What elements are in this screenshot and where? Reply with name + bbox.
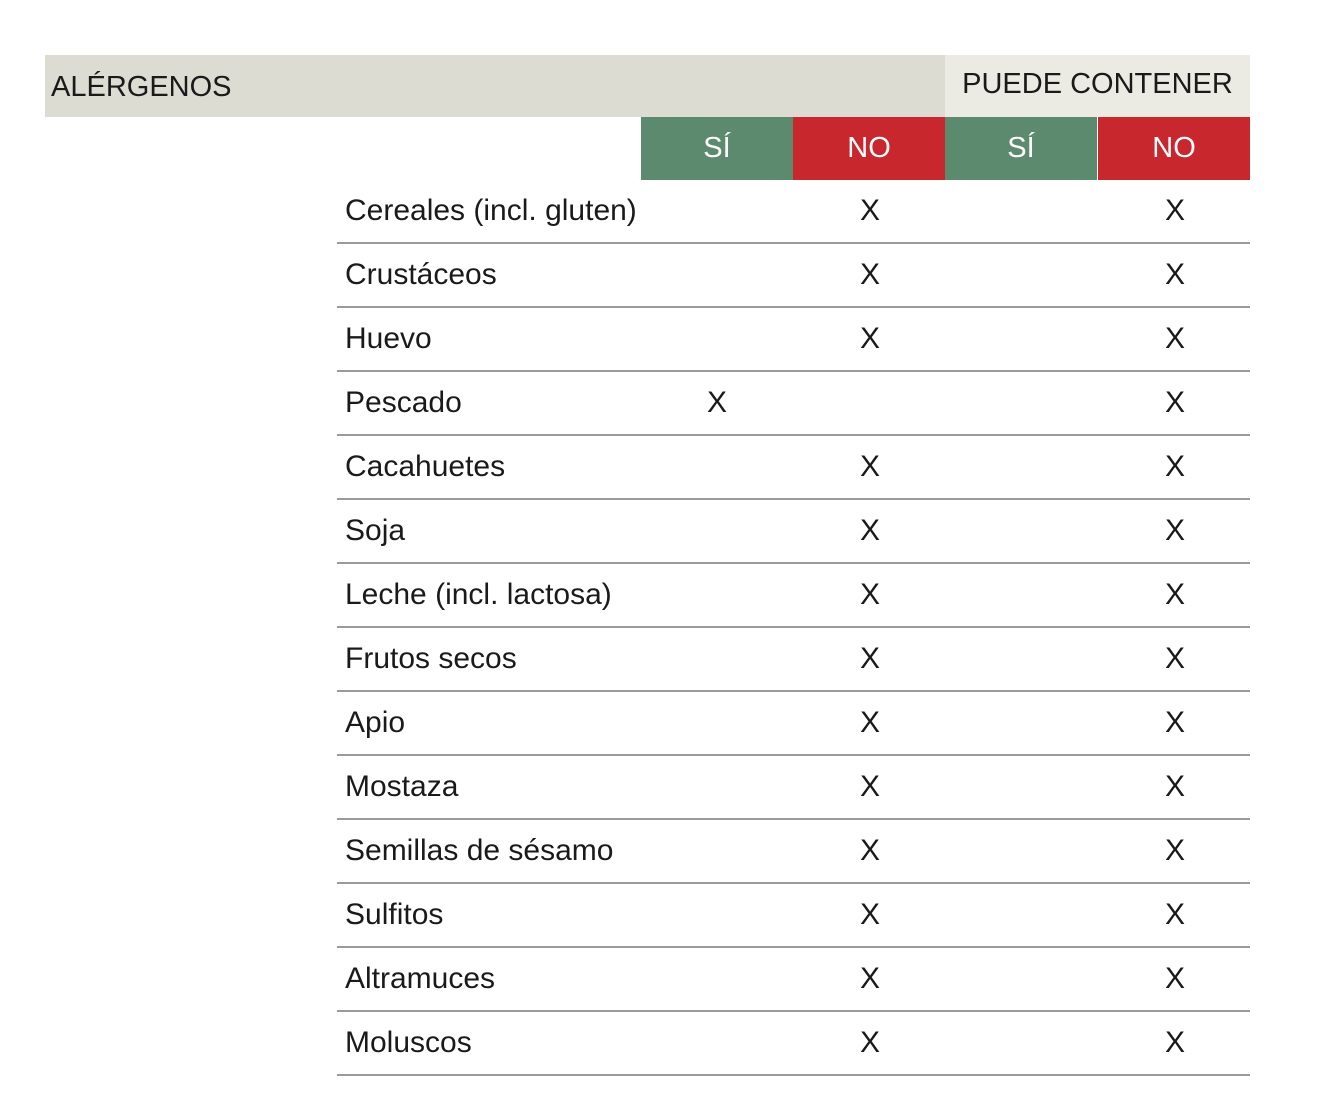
allergen-name: Moluscos bbox=[345, 1026, 472, 1059]
allergen-name: Huevo bbox=[345, 322, 432, 355]
may-contain-no-mark: X bbox=[1164, 770, 1185, 803]
contains-yes-mark bbox=[641, 436, 793, 498]
contains-no-mark: X bbox=[859, 322, 880, 355]
allergen-name: Pescado bbox=[345, 386, 462, 419]
may-contain-no-mark: X bbox=[1164, 578, 1185, 611]
may-contain-yes-mark bbox=[946, 180, 1098, 242]
contains-no-mark: X bbox=[859, 514, 880, 547]
table-row bbox=[337, 1012, 1250, 1076]
may-contain-yes-mark bbox=[946, 628, 1098, 690]
contains-no-mark: X bbox=[859, 642, 880, 675]
may-contain-no-mark: X bbox=[1164, 514, 1185, 547]
may-contain-yes-mark bbox=[946, 756, 1098, 818]
contains-yes-mark bbox=[641, 948, 793, 1010]
table-row bbox=[337, 756, 1250, 820]
allergen-name: Apio bbox=[345, 706, 406, 739]
allergen-name: Sulfitos bbox=[345, 898, 444, 931]
may-contain-no-mark: X bbox=[1164, 706, 1185, 739]
allergen-name: Mostaza bbox=[345, 770, 459, 803]
contains-yes-mark bbox=[641, 756, 793, 818]
may-contain-yes-mark bbox=[946, 948, 1098, 1010]
allergen-name: Cereales (incl. gluten) bbox=[345, 194, 637, 227]
may-contain-no-mark: X bbox=[1164, 450, 1185, 483]
contains-yes-mark bbox=[641, 1012, 793, 1074]
table-row bbox=[337, 628, 1250, 692]
contains-no-mark: X bbox=[859, 578, 880, 611]
may-contain-no-mark: X bbox=[1164, 962, 1185, 995]
contains-yes-mark bbox=[641, 884, 793, 946]
allergen-name: Semillas de sésamo bbox=[345, 834, 614, 867]
may-contain-yes-mark bbox=[946, 692, 1098, 754]
may-contain-yes-mark bbox=[946, 244, 1098, 306]
table-row bbox=[337, 244, 1250, 308]
allergens-title: ALÉRGENOS bbox=[51, 70, 232, 103]
contains-no-mark: X bbox=[859, 706, 880, 739]
table-row bbox=[337, 372, 1250, 436]
contains-no-mark: X bbox=[859, 450, 880, 483]
may-contain-yes-mark bbox=[946, 500, 1098, 562]
contains-yes-mark bbox=[641, 564, 793, 626]
table-row bbox=[337, 500, 1250, 564]
table-row bbox=[337, 948, 1250, 1012]
contains-no-mark: X bbox=[859, 962, 880, 995]
may-contain-no-mark: X bbox=[1164, 386, 1185, 419]
table-row bbox=[337, 308, 1250, 372]
contains-no-mark: X bbox=[859, 834, 880, 867]
allergens-header bbox=[45, 55, 945, 117]
may-contain-no-mark: X bbox=[1164, 898, 1185, 931]
allergen-name: Cacahuetes bbox=[345, 450, 506, 483]
may-contain-no-mark: X bbox=[1164, 642, 1185, 675]
may-contain-no-mark: X bbox=[1164, 834, 1185, 867]
contains-yes-mark bbox=[641, 628, 793, 690]
contains-no-mark: X bbox=[859, 770, 880, 803]
table-row bbox=[337, 820, 1250, 884]
may-contain-header bbox=[945, 55, 1250, 117]
may-contain-yes-mark bbox=[946, 820, 1098, 882]
allergen-name: Soja bbox=[345, 514, 406, 547]
contains-yes-mark: X bbox=[706, 386, 727, 419]
contains-no-mark: X bbox=[859, 194, 880, 227]
table-row bbox=[337, 692, 1250, 756]
contains-no-mark: X bbox=[859, 258, 880, 291]
allergen-table bbox=[337, 180, 1250, 1076]
may-contain-yes-mark bbox=[946, 372, 1098, 434]
may-contain-title: PUEDE CONTENER bbox=[962, 67, 1233, 100]
may-contain-no-mark: X bbox=[1164, 258, 1185, 291]
allergen-name: Frutos secos bbox=[345, 642, 517, 675]
contains-yes-mark bbox=[641, 500, 793, 562]
may-contain-yes-header: SÍ bbox=[945, 117, 1097, 180]
contains-no-mark bbox=[794, 372, 946, 434]
contains-no-mark: X bbox=[859, 1026, 880, 1059]
contains-yes-mark bbox=[641, 692, 793, 754]
contains-yes-mark bbox=[641, 180, 793, 242]
table-row bbox=[337, 436, 1250, 500]
may-contain-no-mark: X bbox=[1164, 1026, 1185, 1059]
may-contain-no-mark: X bbox=[1164, 194, 1185, 227]
table-row bbox=[337, 564, 1250, 628]
may-contain-no-mark: X bbox=[1164, 322, 1185, 355]
table-row bbox=[337, 180, 1250, 244]
contains-yes-mark bbox=[641, 244, 793, 306]
may-contain-yes-mark bbox=[946, 564, 1098, 626]
contains-yes-mark bbox=[641, 820, 793, 882]
contains-yes-header: SÍ bbox=[641, 117, 793, 180]
allergen-name: Leche (incl. lactosa) bbox=[345, 578, 612, 611]
may-contain-yes-mark bbox=[946, 1012, 1098, 1074]
may-contain-yes-mark bbox=[946, 884, 1098, 946]
contains-yes-mark bbox=[641, 308, 793, 370]
allergen-name: Altramuces bbox=[345, 962, 496, 995]
allergen-name: Crustáceos bbox=[345, 258, 497, 291]
contains-no-header: NO bbox=[793, 117, 945, 180]
may-contain-yes-mark bbox=[946, 436, 1098, 498]
may-contain-no-header: NO bbox=[1098, 117, 1250, 180]
contains-no-mark: X bbox=[859, 898, 880, 931]
table-row bbox=[337, 884, 1250, 948]
may-contain-yes-mark bbox=[946, 308, 1098, 370]
